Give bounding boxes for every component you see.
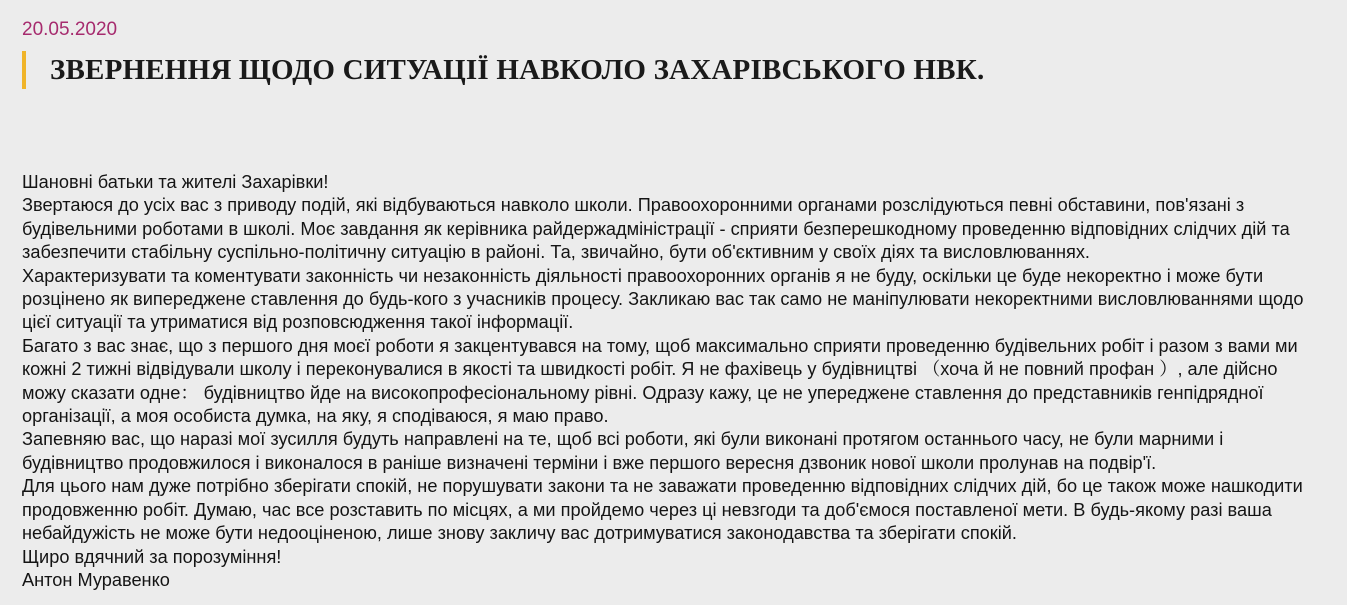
body-paragraph: Звертаюся до усіх вас з приводу подій, які відбуваються навколо школи. Правоохоронними органами розслідуються певні обставини, пов'язані з будівельними роботами в школі. Моє завдання як керівника райдержадміністрації - сприяти безперешкодному проведенню відповідних слідчих дій та забезпечити стабільну суспільно-політичну ситуацію в районі. Та, звичайно, бути об'єктивним у своїх діях та висловлюваннях. bbox=[22, 195, 1290, 263]
greeting-paragraph: Шановні батьки та жителі Захарівки! bbox=[22, 172, 329, 192]
body-paragraph: Багато з вас знає, що з першого дня моєї роботи я закцентувався на тому, щоб максимально сприяти проведенню будівельних робіт і разом з вами ми кожні 2 тижні відвідували школу і переконувалися в якості та швидкості робіт. Я не фахівець у будівництві （хоча й не повний профан ）, але дійсно можу сказати одне： будівництво йде на високопрофесіональному рівні. Одразу кажу, це не упереджене ставлення до представників генпідрядної організації, а моя особиста думка, на яку, я сподіваюся, я маю право. bbox=[22, 335, 1298, 427]
author-signature: Антон Муравенко bbox=[22, 569, 170, 590]
closing-paragraph: Щиро вдячний за порозуміння! bbox=[22, 546, 282, 567]
article-title: ЗВЕРНЕННЯ ЩОДО СИТУАЦІЇ НАВКОЛО ЗАХАРІВСЬКОГО НВК. bbox=[50, 53, 985, 86]
article-body bbox=[22, 171, 1324, 592]
body-paragraph: Характеризувати та коментувати законність чи незаконність діяльності правоохоронних органів я не буду, оскільки це буде некоректно і може бути розцінено як випереджене ставлення до будь-кого з учасників процесу. Закликаю вас так само не маніпулювати некоректними висловлюваннями щодо цієї ситуації та утриматися від розповсюдження такої інформації. bbox=[22, 265, 1304, 333]
article-title-block bbox=[22, 51, 984, 89]
article-date: 20.05.2020 bbox=[22, 19, 118, 40]
body-paragraph: Для цього нам дуже потрібно зберігати спокій, не порушувати закони та не заважати проведенню відповідних слідчих дій, бо це також може нашкодити продовженню робіт. Думаю, час все розставить по місцях, а ми пройдемо через ці невзгоди та доб'ємося поставленої мети. В будь-якому разі ваша небайдужість не може бути недооціненою, лише знову закличу вас дотримуватися законодавства та зберігати спокій. bbox=[22, 476, 1303, 544]
body-paragraph: Запевняю вас, що наразі мої зусилля будуть направлені на те, щоб всі роботи, які були виконані протягом останнього часу, не були марними і будівництво продовжилося і виконалося в раніше визначені терміни і вже першого вересня дзвоник нової школи пролунав на подвір'ї. bbox=[22, 429, 1224, 473]
